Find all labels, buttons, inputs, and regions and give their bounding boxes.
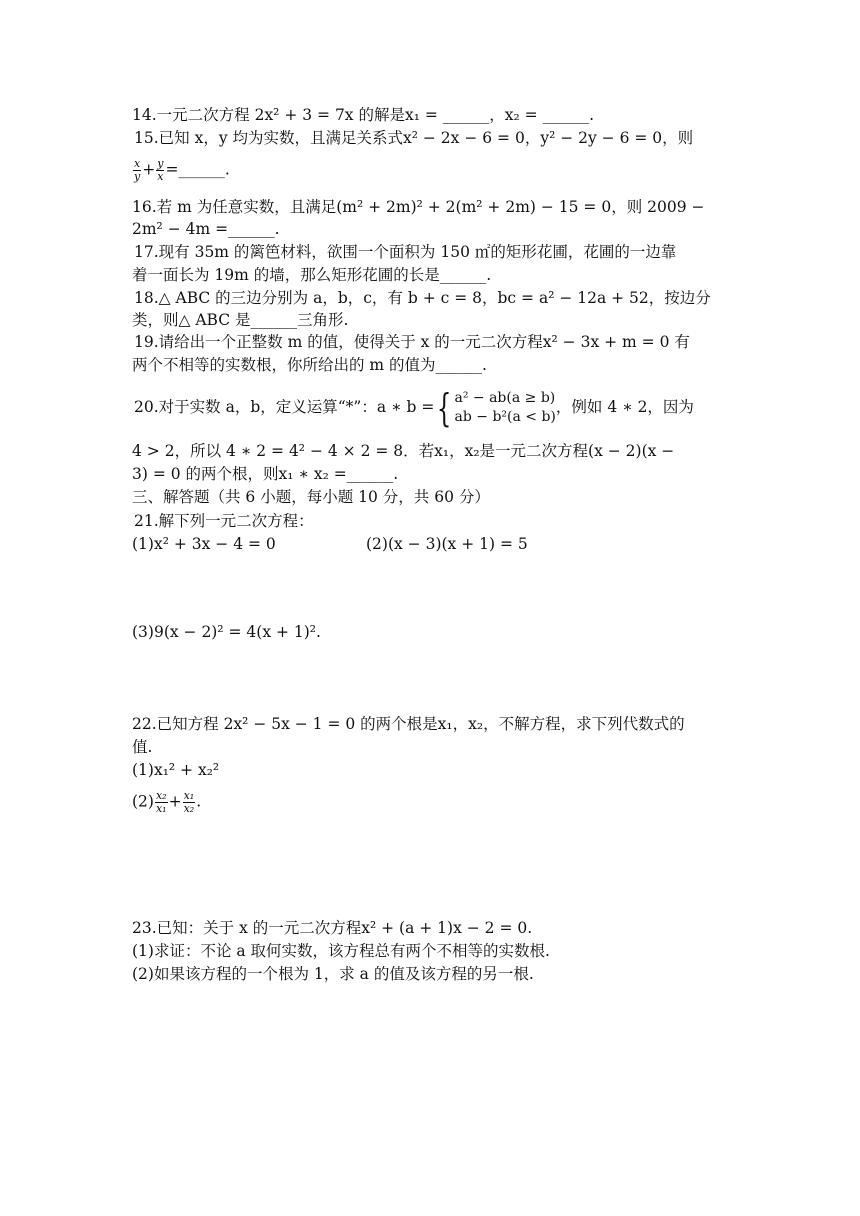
q20-line2: 4 > 2，所以 4 ∗ 2 = 4² − 4 × 2 = 8．若x₁，x₂是一元二次方程(x − 2)(x −	[132, 442, 675, 460]
q22-fraction-1: $\frac{\text{x₂}}{\text{x₁}}$	[155, 789, 167, 815]
question-21-title: 21.解下列一元二次方程：	[134, 512, 314, 530]
q23-part-2: (2)如果该方程的一个根为 1，求 a 的值及该方程的另一根.	[132, 965, 534, 983]
q18-line1: △ ABC 的三边分别为 a，b，c，有 b + c = 8，bc = a² − 12a + 52，按边分	[158, 289, 711, 307]
question-23: 23.已知：关于 x 的一元二次方程x² + (a + 1)x − 2 = 0.	[132, 919, 533, 937]
q23-part-1: (1)求证：不论 a 取何实数，该方程总有两个不相等的实数根.	[132, 942, 550, 960]
q16-line1: 若 m 为任意实数，且满足(m² + 2m)² + 2(m² + 2m) − 15 = 0，则 2009 −	[156, 198, 705, 216]
question-15	[134, 127, 734, 149]
q20-case-2: ab − b²(a < b)	[454, 409, 556, 425]
q21-part-2: (2)(x − 3)(x + 1) = 5	[366, 535, 528, 553]
question-20	[134, 385, 734, 429]
q17-number: 17.	[134, 243, 159, 261]
section-3-heading: 三、解答题（共 6 小题，每小题 10 分，共 60 分）	[132, 488, 490, 506]
q20-case-1: a² − ab(a ≥ b)	[454, 390, 556, 406]
q22-line2: 值.	[132, 738, 153, 756]
q20-line3: 3) = 0 的两个根，则x₁ ∗ x₂ =______.	[132, 465, 399, 483]
q14-number: 14.	[132, 106, 157, 124]
q22-fraction-2: $\frac{\text{x₁}}{\text{x₂}}$	[183, 789, 195, 815]
q16-line2: 2m² − 4m =______.	[132, 220, 280, 238]
question-18	[134, 287, 734, 309]
q20-after: ，例如 4 ∗ 2，因为	[555, 398, 694, 416]
q17-line1: 现有 35m 的篱笆材料，欲围一个面积为 150 ㎡的矩形花圃，花圃的一边靠	[158, 243, 677, 261]
q20-cases	[455, 389, 556, 427]
q16-number: 16.	[132, 198, 157, 216]
q21-part-3: (3)9(x − 2)² = 4(x + 1)².	[132, 623, 321, 641]
q19-number: 19.	[134, 333, 159, 351]
q19-line1: 请给出一个正整数 m 的值，使得关于 x 的一元二次方程x² − 3x + m = 0 有	[158, 333, 690, 351]
question-17	[134, 241, 734, 263]
q15-number: 15.	[134, 129, 159, 147]
q22-part-1: (1)x₁² + x₂²	[132, 761, 220, 779]
q19-line2: 两个不相等的实数根，你所给出的 m 的值为______.	[132, 356, 487, 374]
left-brace-icon: {	[437, 386, 452, 430]
q15-fraction-x-over-y: $\frac{x}{y}$	[134, 157, 141, 183]
question-22: 22.已知方程 2x² − 5x − 1 = 0 的两个根是x₁，x₂，不解方程，求下列代数式的	[132, 715, 685, 733]
q15-tail: =______.	[165, 160, 230, 179]
question-14	[132, 104, 732, 126]
q21-part-1: (1)x² + 3x − 4 = 0	[132, 535, 276, 553]
q15-fraction-y-over-x: $\frac{y}{x}$	[157, 157, 164, 183]
q20-number: 20.	[134, 398, 159, 416]
question-16	[132, 196, 732, 218]
q18-line2: 类，则△ ABC 是______三角形.	[132, 311, 349, 329]
q18-number: 18.	[134, 289, 159, 307]
q20-intro: 对于实数 a，b，定义运算“*”：a ∗ b =	[158, 398, 435, 416]
q22-part-2-tail: .	[196, 792, 202, 811]
q15-text: 已知 x，y 均为实数，且满足关系式x² − 2x − 6 = 0，y² − 2y − 6 = 0，则	[158, 129, 694, 147]
q22-part-2-label: (2)	[132, 792, 154, 811]
q15-expression: $\frac{x}{y}$ + $\frac{y}{x}$ =______.	[134, 157, 230, 183]
q14-text: 一元二次方程 2x² + 3 = 7x 的解是x₁ = ______，x₂ = ______.	[156, 106, 594, 124]
q17-line2: 着一面长为 19m 的墙，那么矩形花圃的长是______.	[132, 266, 492, 284]
question-19	[134, 331, 734, 353]
q22-part-2: (2) $\frac{\text{x₂}}{\text{x₁}}$ + $\frac{\text{x₁}}{\text{x₂}}$ .	[132, 789, 202, 815]
